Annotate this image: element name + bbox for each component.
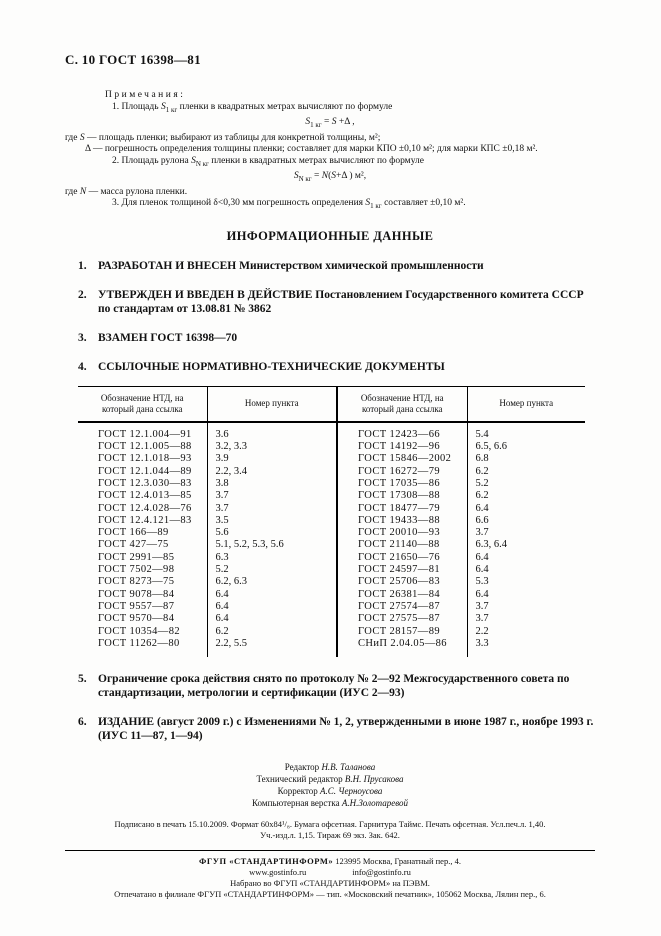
table-row xyxy=(78,478,585,490)
ntd-designation: ГОСТ 10354—82 xyxy=(78,626,207,638)
ntd-designation: ГОСТ 9557—87 xyxy=(78,601,207,613)
ntd-designation: ГОСТ 12.4.121—83 xyxy=(78,515,207,527)
clause-number: 5.2 xyxy=(207,564,337,576)
item-text: РАЗРАБОТАН И ВНЕСЕН Министерством химической промышленности xyxy=(98,259,484,272)
clause-number: 6.4 xyxy=(207,601,337,613)
info-item xyxy=(65,288,595,316)
note-2: 2. Площадь рулона $S_{N кг}$ пленки в квадратных метрах вычисляют по формуле xyxy=(112,155,424,168)
publisher-footer xyxy=(65,856,595,900)
clause-number: 2.2, 5.5 xyxy=(207,638,337,657)
ntd-designation: ГОСТ 25706—83 xyxy=(337,576,467,588)
item-text: ВЗАМЕН ГОСТ 16398—70 xyxy=(98,331,238,344)
clause-number: 3.2, 3.3 xyxy=(207,441,337,453)
table-row xyxy=(78,638,585,657)
table-row xyxy=(78,539,585,551)
note-where-s: где S — площадь пленки; выбирают из таблицы для конкретной толщины, м²; xyxy=(65,132,381,143)
info-item xyxy=(65,715,595,743)
ntd-designation: ГОСТ 12.4.028—76 xyxy=(78,503,207,515)
clause-number: 6.2 xyxy=(475,465,489,477)
column-header: Номер пункта xyxy=(207,386,337,422)
clause-number: 6.4 xyxy=(475,588,489,600)
imprint xyxy=(65,819,595,841)
clause-number: 3.7 xyxy=(475,527,489,539)
table-row xyxy=(78,626,585,638)
ntd-designation: ГОСТ 14192—96 xyxy=(337,441,467,453)
ntd-designation: ГОСТ 12.1.044—89 xyxy=(78,466,207,478)
clause-number: 3.6 xyxy=(207,422,337,441)
ntd-designation: ГОСТ 28157—89 xyxy=(337,626,467,638)
ntd-designation: ГОСТ 21140—88 xyxy=(337,539,467,551)
clause-number: 6.5, 6.6 xyxy=(475,441,507,453)
item-number: 2. xyxy=(78,288,87,301)
item-number: 4. xyxy=(78,360,87,373)
item-text: Ограничение срока действия снято по протоколу № 2—92 Межгосударственного совета по стандартизации, метрологии и сертификации (ИУС 2—93) xyxy=(98,673,570,700)
ntd-designation: ГОСТ 9570—84 xyxy=(78,613,207,625)
colophon xyxy=(65,761,595,809)
table-row xyxy=(78,613,585,625)
ntd-designation: ГОСТ 27574—87 xyxy=(337,601,467,613)
clause-number: 6.4 xyxy=(475,551,489,563)
formula-var: S xyxy=(160,101,166,112)
clause-number: 5.2 xyxy=(475,477,489,489)
ntd-designation: ГОСТ 8273—75 xyxy=(78,576,207,588)
table-row xyxy=(78,527,585,539)
clause-number: 6.2 xyxy=(475,490,489,502)
colophon-role: Редактор xyxy=(284,762,322,773)
ntd-designation: ГОСТ 17308—88 xyxy=(337,490,467,502)
note-1: 1. Площадь $S_{1 кг}$ пленки в квадратных метрах вычисляют по формуле xyxy=(112,101,393,114)
clause-number: 5.6 xyxy=(207,527,337,539)
clause-number: 3.3 xyxy=(475,637,489,649)
info-items-before xyxy=(65,259,595,374)
ntd-designation: ГОСТ 11262—80 xyxy=(78,638,207,657)
publisher-website: www.gostinfo.ru xyxy=(249,867,307,878)
ntd-designation: ГОСТ 16272—79 xyxy=(337,466,467,478)
colophon-line xyxy=(65,773,595,785)
colophon-line xyxy=(65,797,595,809)
clause-number: 6.4 xyxy=(207,589,337,601)
clause-number: 6.3 xyxy=(207,552,337,564)
ntd-designation: ГОСТ 26381—84 xyxy=(337,589,467,601)
ntd-designation: ГОСТ 166—89 xyxy=(78,527,207,539)
colophon-role: Технический редактор xyxy=(256,774,345,785)
table-row xyxy=(78,515,585,527)
colophon-line xyxy=(65,785,595,797)
ntd-designation: СНиП 2.04.05—86 xyxy=(337,638,467,657)
references-table-header xyxy=(78,386,585,422)
table-row xyxy=(78,601,585,613)
clause-number: 6.4 xyxy=(207,613,337,625)
colophon-name: А.С. Черноусова xyxy=(320,786,383,797)
table-row xyxy=(78,503,585,515)
ntd-designation: ГОСТ 19433—88 xyxy=(337,515,467,527)
typeset-note: Набрано во ФГУП «СТАНДАРТИНФОРМ» на ПЭВМ. xyxy=(230,878,430,889)
table-row xyxy=(78,490,585,502)
info-item xyxy=(65,259,595,273)
publisher-email: info@gostinfo.ru xyxy=(352,867,411,878)
notes-title: Примечания: xyxy=(105,90,186,100)
table-row xyxy=(78,422,585,441)
ntd-designation: ГОСТ 21650—76 xyxy=(337,552,467,564)
clause-number: 3.7 xyxy=(475,600,489,612)
ntd-designation: ГОСТ 18477—79 xyxy=(337,503,467,515)
ntd-designation: ГОСТ 2991—85 xyxy=(78,552,207,564)
ntd-designation: ГОСТ 17035—86 xyxy=(337,478,467,490)
colophon-name: В.Н. Прусакова xyxy=(344,774,404,785)
ntd-designation: ГОСТ 12.1.004—91 xyxy=(78,422,207,441)
clause-number: 3.7 xyxy=(207,503,337,515)
section-heading: ИНФОРМАЦИОННЫЕ ДАННЫЕ xyxy=(226,228,434,243)
ntd-designation: ГОСТ 15846—2002 xyxy=(337,453,467,465)
imprint-line-2: Уч.-изд.л. 1,15. Тираж 69 экз. Зак. 642. xyxy=(260,830,400,841)
ntd-designation: ГОСТ 7502—98 xyxy=(78,564,207,576)
publisher-links xyxy=(65,867,595,878)
ntd-designation: ГОСТ 12423—66 xyxy=(337,422,467,441)
ntd-designation: ГОСТ 12.1.018—93 xyxy=(78,453,207,465)
column-header: Номер пункта xyxy=(467,386,585,422)
colophon-line xyxy=(65,761,595,773)
publisher-address: ФГУП «СТАНДАРТИНФОРМ» 123995 Москва, Гранатный пер., 4. xyxy=(199,856,461,867)
table-row xyxy=(78,466,585,478)
item-number: 1. xyxy=(78,259,87,272)
table-row xyxy=(78,564,585,576)
ntd-designation: ГОСТ 27575—87 xyxy=(337,613,467,625)
colophon-name: А.Н.Золотаревой xyxy=(341,798,408,809)
clause-number: 2.2, 3.4 xyxy=(207,466,337,478)
info-item xyxy=(65,672,595,700)
clause-number: 2.2 xyxy=(475,625,489,637)
clause-number: 6.2 xyxy=(207,626,337,638)
clause-number: 6.4 xyxy=(475,564,489,576)
table-row xyxy=(78,453,585,465)
ntd-designation: ГОСТ 24597—81 xyxy=(337,564,467,576)
colophon-name: Н.В. Таланова xyxy=(321,762,376,773)
item-text: ССЫЛОЧНЫЕ НОРМАТИВНО-ТЕХНИЧЕСКИЕ ДОКУМЕНТЫ xyxy=(98,360,445,373)
imprint-line-1: Подписано в печать 15.10.2009. Формат 60х84¹/₈. Бумага офсетная. Гарнитура Таймс. Печать офсетная. Усл.печ.л. 1,40. xyxy=(114,819,546,830)
item-number: 6. xyxy=(78,716,87,729)
clause-number: 6.6 xyxy=(475,514,489,526)
clause-number: 3.8 xyxy=(207,478,337,490)
clause-number: 3.7 xyxy=(475,613,489,625)
note-delta: Δ — погрешность определения толщины пленки; составляет для марки КПО ±0,10 м²; для марки КПС ±0,18 м². xyxy=(85,144,538,155)
colophon-role: Корректор xyxy=(277,786,321,797)
ntd-designation: ГОСТ 20010—93 xyxy=(337,527,467,539)
note-where-n: где N — масса рулона пленки. xyxy=(65,186,188,197)
footer-divider xyxy=(65,850,595,851)
column-header: Обозначение НТД, на который дана ссылка xyxy=(78,386,207,422)
clause-number: 5.4 xyxy=(475,428,489,440)
clause-number: 5.3 xyxy=(475,576,489,588)
item-number: 5. xyxy=(78,673,87,686)
ntd-designation: ГОСТ 12.1.005—88 xyxy=(78,441,207,453)
column-header: Обозначение НТД, на который дана ссылка xyxy=(337,386,467,422)
clause-number: 6.2, 6.3 xyxy=(207,576,337,588)
clause-number: 5.1, 5.2, 5.3, 5.6 xyxy=(207,539,337,551)
clause-number: 3.5 xyxy=(207,515,337,527)
ntd-designation: ГОСТ 427—75 xyxy=(78,539,207,551)
clause-number: 6.4 xyxy=(475,502,489,514)
colophon-role: Компьютерная верстка xyxy=(252,798,342,809)
notes-section xyxy=(65,90,595,213)
page-header: С. 10 ГОСТ 16398—81 xyxy=(65,52,201,67)
publisher-name: ФГУП «СТАНДАРТИНФОРМ» xyxy=(199,856,334,867)
formula-2: $S_{N кг} = N(S+\Delta$ ) м², xyxy=(293,171,367,184)
info-item xyxy=(65,360,595,374)
item-number: 3. xyxy=(78,331,87,344)
ntd-designation: ГОСТ 12.4.013—85 xyxy=(78,490,207,502)
table-row xyxy=(78,441,585,453)
clause-number: 3.9 xyxy=(207,453,337,465)
clause-number: 3.7 xyxy=(207,490,337,502)
note-3: 3. Для пленок толщиной δ<0,30 мм погрешность определения $S_{1 кг}$ составляет ±0,10 м². xyxy=(112,198,466,211)
ntd-designation: ГОСТ 12.3.030—83 xyxy=(78,478,207,490)
ntd-designation: ГОСТ 9078—84 xyxy=(78,589,207,601)
item-text: УТВЕРЖДЕН И ВВЕДЕН В ДЕЙСТВИЕ Постановлением Государственного комитета СССР по стандартам от 13.08.81 № 3862 xyxy=(98,288,584,315)
clause-number: 6.8 xyxy=(475,453,489,465)
references-table xyxy=(78,386,585,657)
table-row xyxy=(78,589,585,601)
formula-1: $S_{1 кг} = S +\Delta$ , xyxy=(305,117,355,129)
clause-number: 6.3, 6.4 xyxy=(475,539,507,551)
info-items-after xyxy=(65,672,595,743)
printed-note: Отпечатано в филиале ФГУП «СТАНДАРТИНФОРМ» — тип. «Московский печатник», 105062 Москва, Лялин пер., 6. xyxy=(114,889,546,900)
table-row xyxy=(78,552,585,564)
info-item xyxy=(65,331,595,345)
table-row xyxy=(78,576,585,588)
item-text: ИЗДАНИЕ (август 2009 г.) с Изменениями № 1, 2, утвержденными в июне 1987 г., ноябре 1993 г. (ИУС 11—87, 1—94) xyxy=(98,716,594,743)
